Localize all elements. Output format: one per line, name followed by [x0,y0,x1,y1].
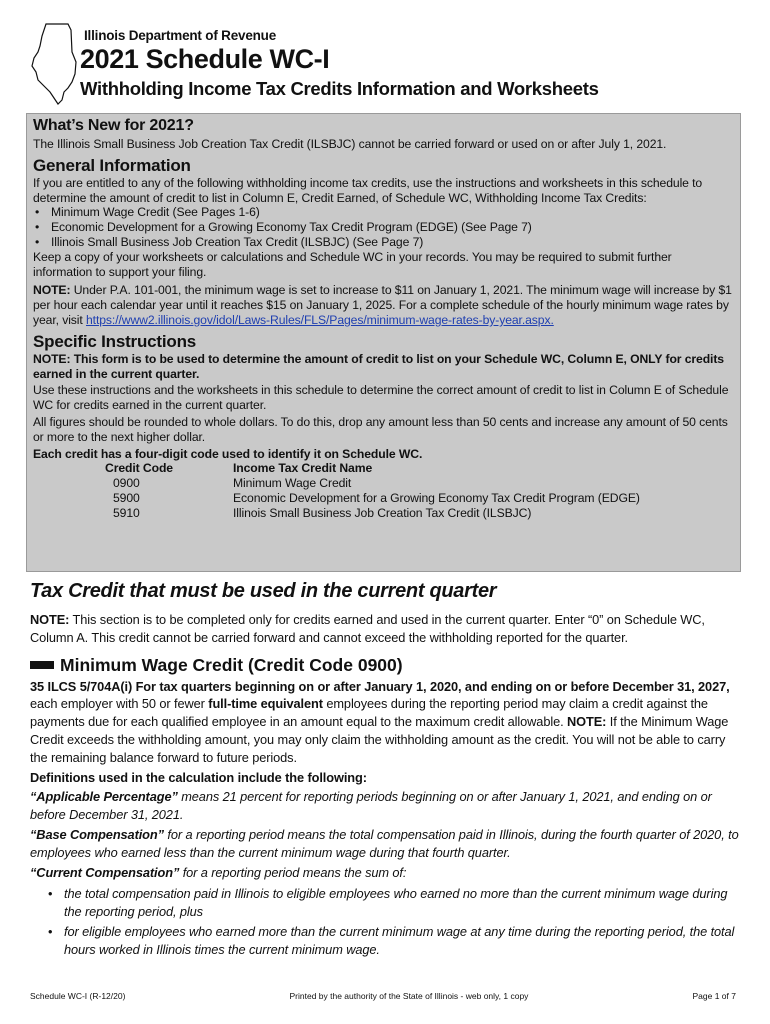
section-bar-icon [30,661,54,669]
credit-code: 0900 [113,476,140,491]
current-quarter-heading: Tax Credit that must be used in the current quarter [30,580,497,602]
def-text: for a reporting period means the total compensation paid in Illinois, during the fourth quarter of 2020, to employees who earned less than the current minimum wage during that fourth quarter. [30,826,739,860]
list-item: • the total compensation paid in Illinois to eligible employees who earned no more than the current minimum wage during the reporting period, plus [48,885,742,921]
definitions-heading: Definitions used in the calculation include the following: [30,769,367,785]
current-quarter-note [30,611,742,647]
note-label: NOTE: [33,283,71,298]
form-title: 2021 Schedule WC-I [80,44,330,74]
note-text: Under P.A. 101-001, the minimum wage is set to increase to $11 on January 1, 2021. The minimum wage will increase by $1 per hour each calendar year until it reaches $15 on January 1, 2025. For a complete schedule of the hourly minimum wage rates by year, visit [33,283,732,327]
form-subtitle: Withholding Income Tax Credits Information and Worksheets [80,78,599,99]
def-term: “Current Compensation” [30,864,180,880]
current-comp-list [30,885,742,958]
def-term: “Applicable Percentage” [30,789,178,805]
def-text: for a reporting period means the sum of: [179,864,407,880]
page-footer [30,991,736,1001]
min-wage-rates-link[interactable]: https://www2.illinois.gov/idol/Laws-Rules/FLS/Pages/minimum-wage-rates-by-year.aspx. [85,312,554,327]
table-row [33,491,734,506]
illinois-outline-icon [28,22,82,106]
min-wage-note [33,283,734,327]
table-header [33,461,734,476]
table-row [33,476,734,491]
para-text: each employer with 50 or fewer [30,696,209,712]
col-credit-code: Credit Code [105,461,173,476]
para-text: employees during the reporting period may claim a credit against the payments due for each qualified employee in an amount equal to the maximum credit allowable. [30,696,708,730]
credit-code: 5900 [113,490,140,505]
page-number: Page 1 of 7 [692,991,736,1001]
def-base-compensation [30,826,742,862]
specific-instructions-heading: Specific Instructions [33,331,197,351]
list-item: • Economic Development for a Growing Economy Tax Credit Program (EDGE) (See Page 7) [33,220,734,235]
keep-copy-text: Keep a copy of your worksheets or calculations and Schedule WC in your records. You may be required to submit further information to support your filing. [33,249,672,279]
page-header [28,22,748,112]
credit-list [33,205,734,249]
rounding-text: All figures should be rounded to whole dollars. To do this, drop any amount less than 50 cents and increase any amount of 50 cents or more to the next higher dollar. [33,414,728,444]
whats-new-text: The Illinois Small Business Job Creation Tax Credit (ILSBJC) cannot be carried forward or used on or after July 1, 2021. [33,137,667,151]
specific-use-text: Use these instructions and the worksheets in this schedule to determine the correct amount of credit to list in Column E of Schedule WC for credits earned in the current quarter. [33,383,729,413]
min-wage-paragraph [30,678,742,767]
min-wage-heading [30,655,742,676]
credit-code-table [33,461,734,520]
code-intro: Each credit has a four-digit code used to identify it on Schedule WC. [33,446,423,461]
col-credit-name: Income Tax Credit Name [233,461,373,476]
credit-name: Economic Development for a Growing Economy Tax Credit Program (EDGE) [233,490,640,505]
general-intro: If you are entitled to any of the following withholding income tax credits, use the instructions and worksheets in this schedule to determine the amount of credit to list in Column E, Credit Earned, of Schedule WC, Withholding Income Tax Credits: [33,175,703,205]
min-wage-heading-text: Minimum Wage Credit (Credit Code 0900) [60,654,403,675]
general-info-heading: General Information [33,155,191,175]
specific-note: NOTE: This form is to be used to determine the amount of credit to list on your Schedule WC, Column E, ONLY for credits earned in the current quarter. [33,351,724,381]
para-text: If the Minimum Wage Credit exceeds the withholding amount, you may only claim the withholding amount as the credit. You will not be able to carry the remaining balance forward to future periods. [30,714,729,765]
fte-term: full-time equivalent [208,696,323,712]
def-current-compensation [30,864,742,882]
table-row [33,506,734,521]
printed-by: Printed by the authority of the State of Illinois - web only, 1 copy [289,991,529,1001]
list-item: • Illinois Small Business Job Creation Tax Credit (ILSBJC) (See Page 7) [33,235,734,250]
note-label: NOTE: [567,714,607,730]
def-term: “Base Compensation” [30,826,164,842]
def-applicable-percentage [30,788,742,824]
credit-name: Illinois Small Business Job Creation Tax Credit (ILSBJC) [233,505,532,520]
department-name: Illinois Department of Revenue [84,28,277,43]
list-item: • Minimum Wage Credit (See Pages 1-6) [33,205,734,220]
def-text: means 21 percent for reporting periods beginning on or after January 1, 2021, and ending on or before December 31, 2021. [30,789,712,823]
credit-code: 5910 [113,505,140,520]
whats-new-heading: What’s New for 2021? [33,117,194,134]
instructions-box [26,113,741,572]
note-text: This section is to be completed only for credits earned and used in the current quarter. Enter “0” on Schedule WC, Column A. This credit cannot be carried forward and cannot exceed the withholding reported for the quarter. [30,612,705,645]
note-label: NOTE: [30,612,70,627]
current-quarter-section [30,580,742,959]
statute-text: 35 ILCS 5/704A(i) For tax quarters beginning on or after January 1, 2020, and ending on or before December 31, 2027, [30,678,730,694]
form-id: Schedule WC-I (R-12/20) [30,991,126,1001]
list-item: • for eligible employees who earned more than the current minimum wage at any time during the reporting period, the total hours worked in Illinois times the current minimum wage. [48,923,742,959]
credit-name: Minimum Wage Credit [233,476,352,491]
